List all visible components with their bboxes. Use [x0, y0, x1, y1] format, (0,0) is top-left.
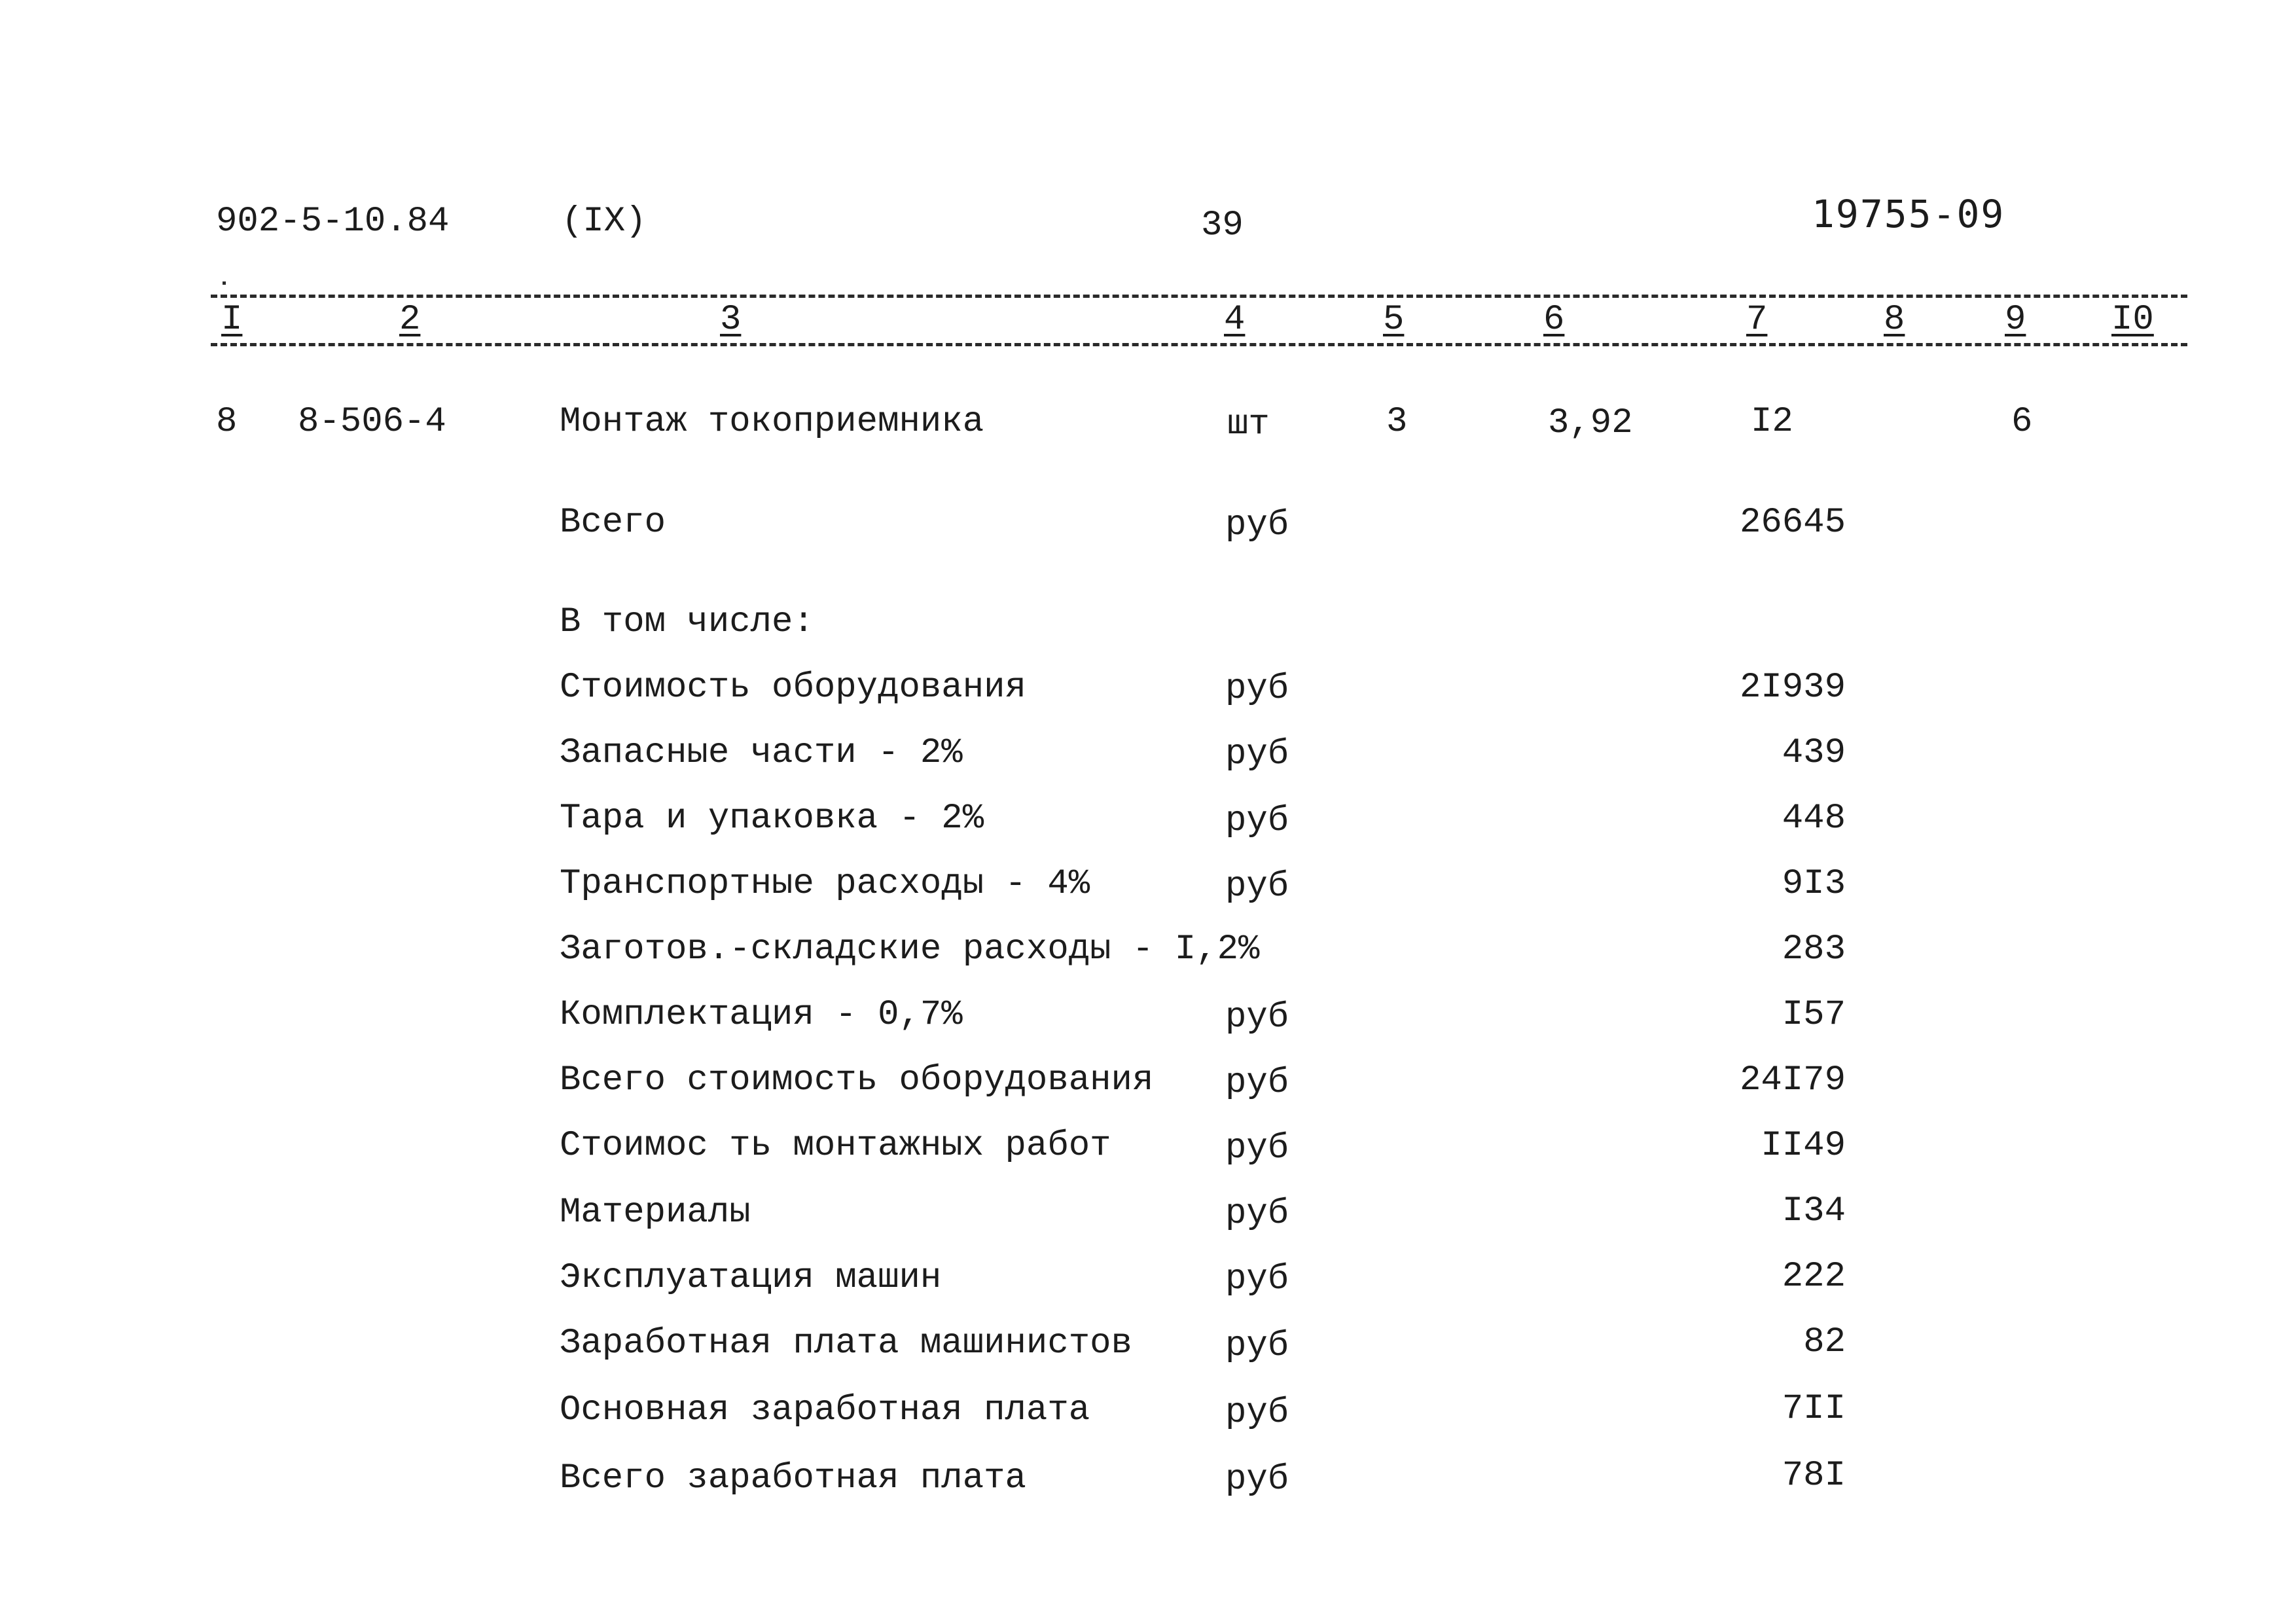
item-unit: руб	[1225, 1194, 1289, 1234]
total-label: Всего	[560, 503, 666, 543]
item-unit: руб	[1225, 1393, 1289, 1433]
item-value: I34	[1782, 1191, 1846, 1231]
item-unit: руб	[1225, 1063, 1289, 1103]
rate-code: 8-506-4	[298, 402, 446, 442]
item-value: 7II	[1782, 1389, 1846, 1429]
unit: шт	[1227, 405, 1270, 444]
item-unit: руб	[1225, 867, 1289, 907]
item-value: II49	[1761, 1126, 1846, 1166]
item-value: 439	[1782, 733, 1846, 773]
item-unit: руб	[1225, 1259, 1289, 1299]
page-number: 39	[1201, 206, 1244, 245]
item-name: Стоимость оборудования	[560, 668, 1026, 708]
item-unit: руб	[1225, 1460, 1289, 1500]
column-number: 9	[2005, 300, 2026, 340]
item-value: I57	[1782, 995, 1846, 1035]
column-number: 3	[720, 300, 742, 340]
item-unit: руб	[1225, 669, 1289, 709]
item-unit: руб	[1225, 734, 1289, 774]
item-value: 283	[1782, 929, 1846, 969]
item-name: Заработная плата машинистов	[560, 1324, 1132, 1363]
item-name: Тара и упаковка - 2%	[560, 799, 984, 839]
row-number: 8	[216, 402, 238, 442]
column-9-value: 6	[2011, 402, 2033, 442]
item-name: Эксплуатация машин	[560, 1258, 942, 1298]
item-unit: руб	[1225, 1128, 1289, 1168]
column-number: 4	[1224, 300, 1246, 340]
column-number: 2	[399, 300, 421, 340]
top-dashed-rule	[211, 295, 2187, 298]
total-value: 26645	[1739, 503, 1846, 543]
item-name: Стоимос ть монтажных работ	[560, 1126, 1111, 1166]
item-value: 9I3	[1782, 864, 1846, 904]
dot-mark	[223, 281, 226, 285]
item-unit: руб	[1225, 1326, 1289, 1366]
item-value: 2I939	[1739, 668, 1846, 708]
item-name: Всего стоимость оборудования	[560, 1060, 1154, 1100]
total-cost: I2	[1751, 402, 1793, 442]
unit-price: 3,92	[1548, 403, 1633, 443]
document-code: 902-5-10.84	[216, 202, 450, 242]
item-name: Транспортные расходы - 4%	[560, 864, 1090, 904]
item-name: Запасные части - 2%	[560, 733, 963, 773]
item-unit: руб	[1225, 998, 1289, 1038]
item-name: Всего заработная плата	[560, 1458, 1026, 1498]
column-number: I	[221, 300, 243, 340]
item-value: 78I	[1782, 1456, 1846, 1496]
column-number: 5	[1383, 300, 1405, 340]
item-value: 222	[1782, 1257, 1846, 1297]
including-label: В том числе:	[560, 602, 814, 642]
item-name: Комплектация - 0,7%	[560, 995, 963, 1035]
column-number: I0	[2111, 300, 2154, 340]
item-name: Основная заработная плата	[560, 1390, 1090, 1430]
inventory-number: 19755-09	[1812, 192, 2005, 236]
work-name: Монтаж токоприемника	[560, 402, 984, 442]
column-number: 8	[1884, 300, 1905, 340]
item-value: 24I79	[1739, 1060, 1846, 1100]
quantity: 3	[1386, 402, 1408, 442]
bottom-dashed-rule	[211, 343, 2187, 346]
item-name: Материалы	[560, 1193, 751, 1233]
column-number: 6	[1543, 300, 1565, 340]
item-unit: руб	[1225, 801, 1289, 841]
item-value: 448	[1782, 799, 1846, 839]
item-value: 82	[1803, 1322, 1846, 1362]
unit: руб	[1225, 505, 1289, 545]
column-number: 7	[1746, 300, 1768, 340]
album-number: (IX)	[562, 202, 647, 242]
item-name: Заготов.-складские расходы - I,2%	[560, 929, 1260, 969]
